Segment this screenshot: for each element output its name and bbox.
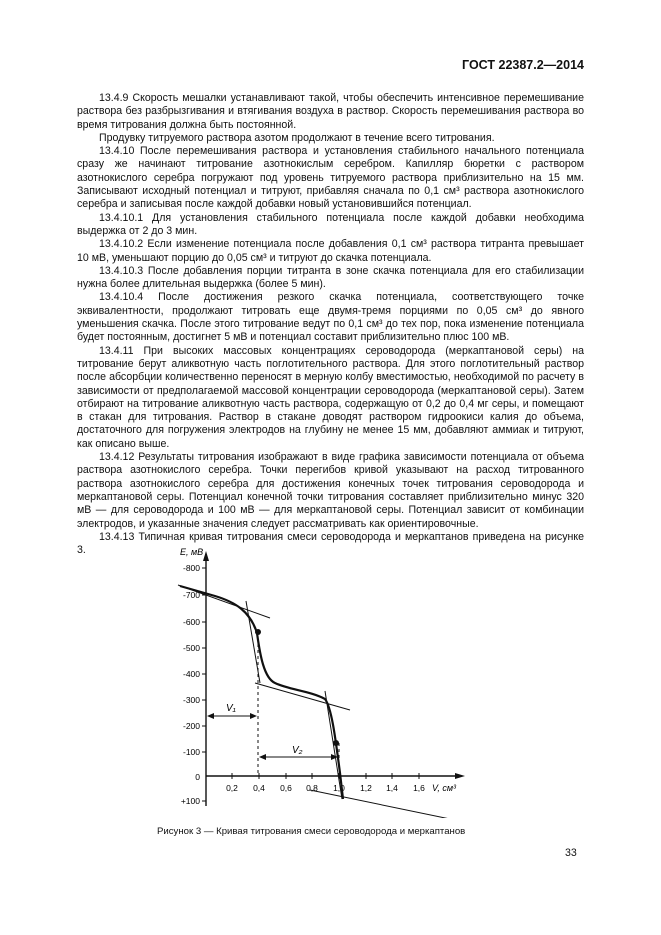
tangent-line	[255, 683, 350, 710]
titration-figure	[160, 543, 470, 823]
y-tick-label: +100	[180, 796, 200, 806]
x-tick-label: 1,4	[386, 783, 398, 793]
paragraph: 13.4.9 Скорость мешалки устанавливают такой, чтобы обеспечить интенсивное перемешивание раствора без разбрызгивания и втягивания воздуха в раствор. Скорость перемешивания раствора во время титрования должна быть постоянной.	[77, 92, 584, 131]
titration-curve-svg	[160, 543, 470, 818]
x-tick-label: 1,0	[333, 783, 345, 793]
paragraph: 13.4.12 Результаты титрования изображают в виде графика зависимости потенциала от объема раствора азотнокислого серебра. Точки перегибов кривой указывают на расход титрованного раствора азотнокислого серебра для достижения конечных точек титрования сероводорода и меркаптановой серы. Потенциал конечной точки титрования составляет приблизительно минус 320 мВ — для сероводорода и 100 мВ — для меркаптановой серы. Потенциал зависит от комбинации электродов, и указанные значения следует рассматривать как ориентировочные.	[77, 451, 584, 530]
x-tick-label: 0,8	[306, 783, 318, 793]
document-header: ГОСТ 22387.2—2014	[462, 58, 584, 72]
y-tick-label: -400	[182, 669, 200, 679]
y-tick-label: -700	[182, 590, 200, 600]
paragraph: 13.4.10 После перемешивания раствора и установления стабильного начального потенциала сразу же начинают титрование азотнокислым серебром. Капилляр бюретки с раствором азотнокислого серебра погружают под уровень титруемого раствора приблизительно на 15 мм. Записывают исходный потенциал и титруют, прибавляя сначала по 0,1 см³ раствора азотнокислого серебра и записывая после каждой добавки новый установившийся потенциал.	[77, 145, 584, 211]
x-tick-label: 1,6	[413, 783, 425, 793]
body-text	[77, 92, 584, 557]
paragraph: 13.4.10.4 После достижения резкого скачка потенциала, соответствующего точке эквивалентности, продолжают титровать еще двумя-тремя порциями по 0,05 см³ до явного уменьшения скачка. После этого титрование ведут по 0,1 см³ до тех пор, пока изменение потенциала будет постоянным, достигнет 5 мВ и потенциал составит приблизительно плюс 100 мВ.	[77, 291, 584, 344]
paragraph: 13.4.10.1 Для установления стабильного потенциала после каждой добавки необходима выдержка от 2 до 3 мин.	[77, 211, 584, 237]
x-axis-arrow	[455, 773, 465, 779]
v2-label: V₂	[292, 745, 303, 756]
x-tick-label: 0,4	[253, 783, 265, 793]
y-tick-label: -100	[182, 747, 200, 757]
y-tick-label: -200	[182, 721, 200, 731]
inflection-point	[333, 740, 339, 746]
v1-label: V₁	[226, 703, 236, 714]
paragraph: 13.4.10.3 После добавления порции титранта в зоне скачка потенциала для его стабилизации нужна более длительная выдержка (более 5 мин).	[77, 264, 584, 291]
y-axis-label: E, мВ	[180, 547, 204, 557]
y-axis-arrow	[203, 551, 209, 561]
paragraph: 13.4.10.2 Если изменение потенциала после добавления 0,1 см³ раствора титранта превышает 10 мВ, уменьшают порцию до 0,05 см³ и титруют до скачка потенциала.	[77, 238, 584, 264]
y-tick-label: -500	[182, 643, 200, 653]
y-tick-label: -600	[182, 617, 200, 627]
x-tick-label: 0,6	[280, 783, 292, 793]
paragraph: Продувку титруемого раствора азотом продолжают в течение всего титрования.	[99, 131, 495, 144]
figure-caption: Рисунок 3 — Кривая титрования смеси сероводорода и меркаптанов	[157, 826, 466, 837]
x-tick-label: 1,2	[360, 783, 372, 793]
page-number: 33	[565, 847, 577, 859]
y-tick-label: -800	[182, 563, 200, 573]
tangent-line	[310, 790, 450, 818]
y-tick-label: 0	[195, 772, 200, 782]
paragraph: 13.4.11 При высоких массовых концентрациях сероводорода (меркаптановой серы) на титрование берут аликвотную часть поглотительного раствора. Для этого поглотительный раствор после абсорбции количественно переносят в мерную колбу вместимостью, необходимой по расчету в зависимости от предполагаемой массовой концентрации сероводорода (меркаптановой серы). Затем отбирают на титрование аликвотную часть раствора, содержащую от 0,2 до 0,4 мг серы, и помещают в стакан для титрования. Раствор в стакане доводят раствором гидроокиси калия до объема, достаточного для погружения электродов на глубину не менее 15 мм, добавляют аммиак и титруют, как описано выше.	[77, 344, 584, 450]
x-tick-label: 0,2	[226, 783, 238, 793]
x-axis-label: V, см³	[432, 783, 457, 793]
titration-curve	[180, 586, 343, 799]
paragraph: 13.4.13 Типичная кривая титрования смеси сероводорода и меркаптанов приведена на рисунке 3.	[77, 530, 584, 557]
y-tick-label: -300	[182, 695, 200, 705]
